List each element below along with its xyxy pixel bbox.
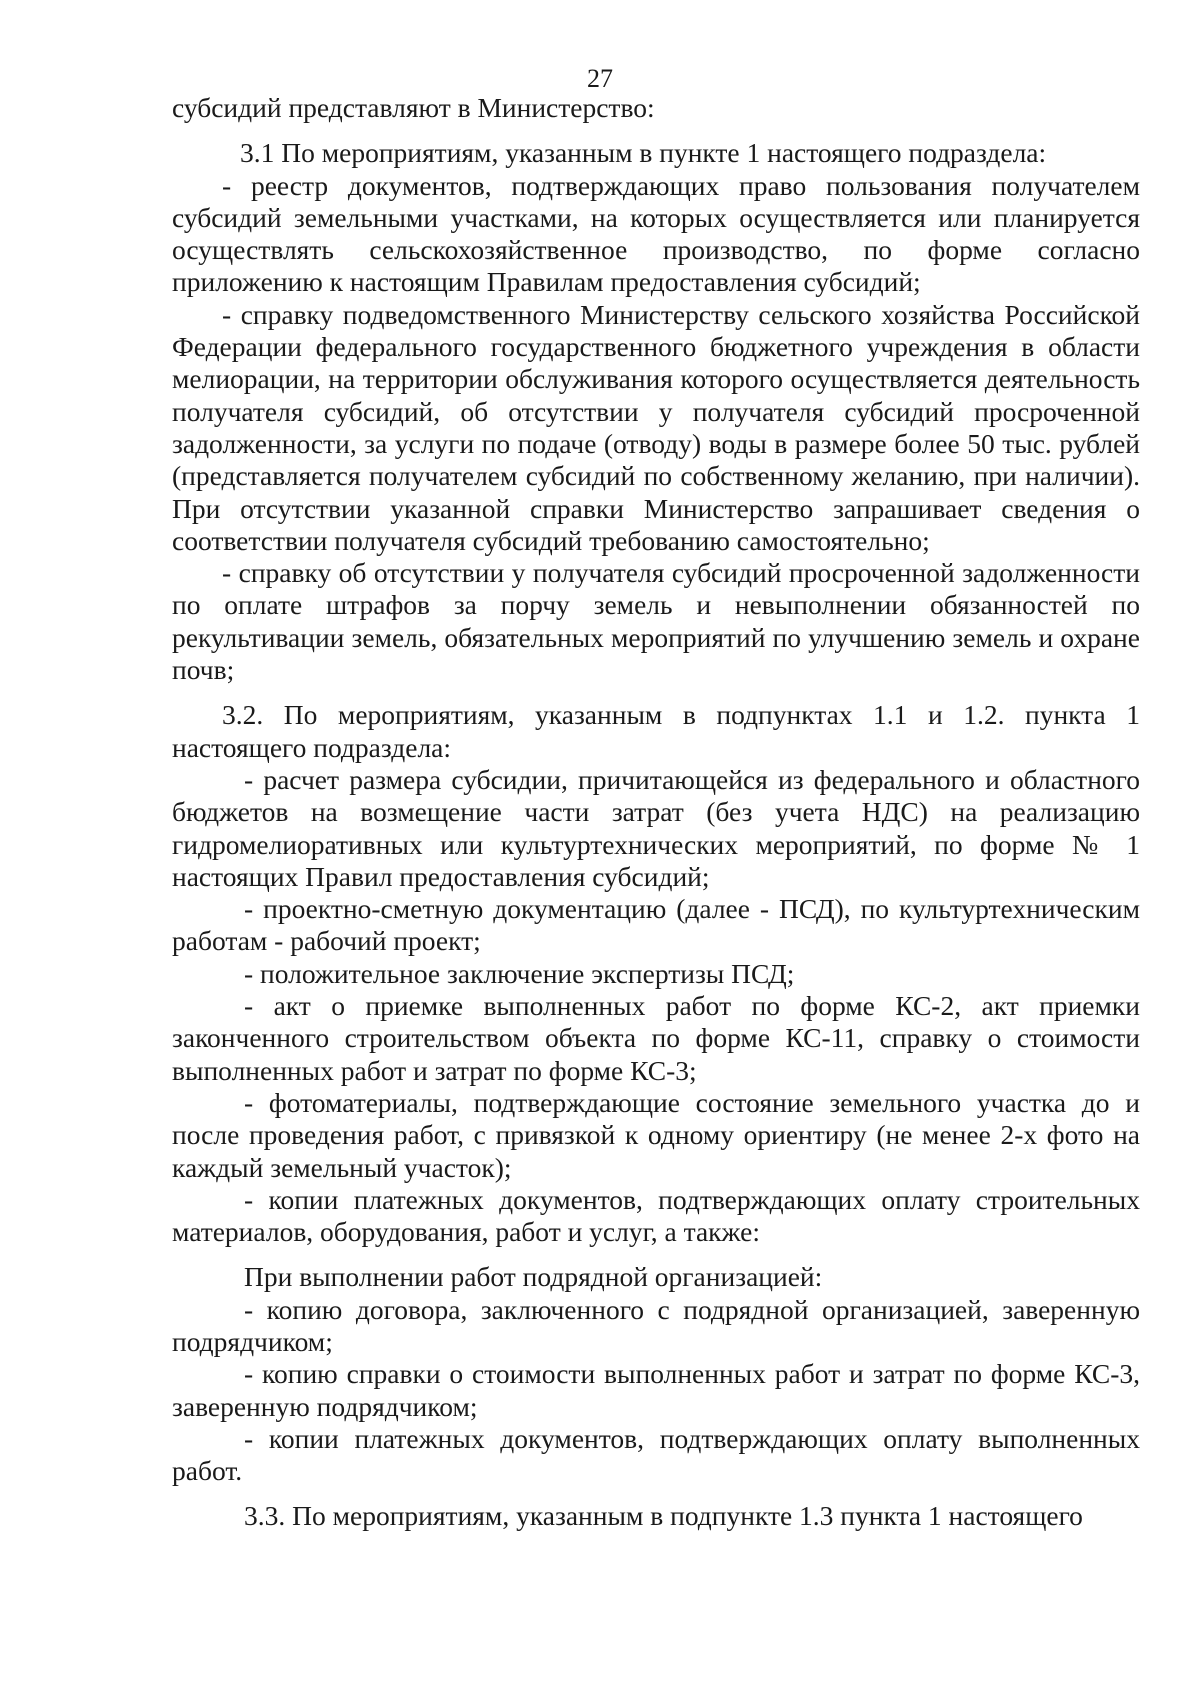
paragraph-section-3-2: 3.2. По мероприятиям, указанным в подпунктах 1.1 и 1.2. пункта 1 настоящего подраздела:	[172, 699, 1140, 763]
list-item-fines-certificate: - справку об отсутствии у получателя субсидий просроченной задолженности по оплате штрафов за порчу земель и невыполнении обязанностей по рекультивации земель, обязательных мероприятий по улучшению земель и охране почв;	[172, 557, 1140, 686]
list-item-expert-conclusion: - положительное заключение экспертизы ПСД;	[244, 957, 795, 989]
list-item-contract-copy: - копию договора, заключенного с подрядной организацией, заверенную подрядчиком;	[172, 1293, 1140, 1357]
list-item-photo-materials: - фотоматериалы, подтверждающие состояние земельного участка до и после проведения работ, с привязкой к одному ориентиру (не менее 2-х фото на каждый земельный участок);	[172, 1086, 1140, 1183]
list-item-design-documentation: - проектно-сметную документацию (далее - ПСД), по культуртехническим работам - рабочий проект;	[172, 893, 1140, 957]
paragraph-section-3-3: 3.3. По мероприятиям, указанным в подпункте 1.3 пункта 1 настоящего	[244, 1500, 1083, 1532]
document-body	[172, 92, 1140, 1533]
paragraph-continuation: субсидий представляют в Министерство:	[172, 92, 655, 123]
list-item-payment-documents: - копии платежных документов, подтверждающих оплату строительных материалов, оборудования, работ и услуг, а также:	[172, 1183, 1140, 1248]
list-item-reclamation-certificate: - справку подведомственного Министерству сельского хозяйства Российской Федерации федерального государственного бюджетного учреждения в области мелиорации, на территории обслуживания которого осуществляется деятельность получателя субсидий, об отсутствии у получателя субсидий просроченной задолженности, за услуги по подаче (отводу) воды в размере более 50 тыс. рублей (представляется получателем субсидий по собственному желанию, при наличии). При отсутствии указанной справки Министерство запрашивает сведения о соответствии получателя субсидий требованию самостоятельно;	[172, 298, 1140, 556]
page-number: 27	[587, 64, 613, 93]
list-item-acceptance-acts: - акт о приемке выполненных работ по форме КС-2, акт приемки законченного строительством объекта по форме КС-11, справку о стоимости выполненных работ и затрат по форме КС-3;	[172, 990, 1140, 1086]
list-item-subsidy-calculation: - расчет размера субсидии, причитающейся из федерального и областного бюджетов на возмещение части затрат (без учета НДС) на реализацию гидромелиоративных или культуртехнических мероприятий, по форме № 1 настоящих Правил предоставления субсидий;	[172, 763, 1140, 892]
paragraph-contractor-heading: При выполнении работ подрядной организацией:	[244, 1261, 823, 1293]
paragraph-section-3-1: 3.1 По мероприятиям, указанным в пункте 1 настоящего подраздела:	[240, 137, 1047, 169]
list-item-registry: - реестр документов, подтверждающих право пользования получателем субсидий земельными участками, на которых осуществляется или планируется осуществлять сельскохозяйственное производство, по форме согласно приложению к настоящим Правилам предоставления субсидий;	[172, 169, 1140, 298]
list-item-cost-certificate-copy: - копию справки о стоимости выполненных работ и затрат по форме КС-3, заверенную подрядчиком;	[172, 1358, 1140, 1422]
list-item-payment-copies: - копии платежных документов, подтверждающих оплату выполненных работ.	[172, 1422, 1140, 1487]
